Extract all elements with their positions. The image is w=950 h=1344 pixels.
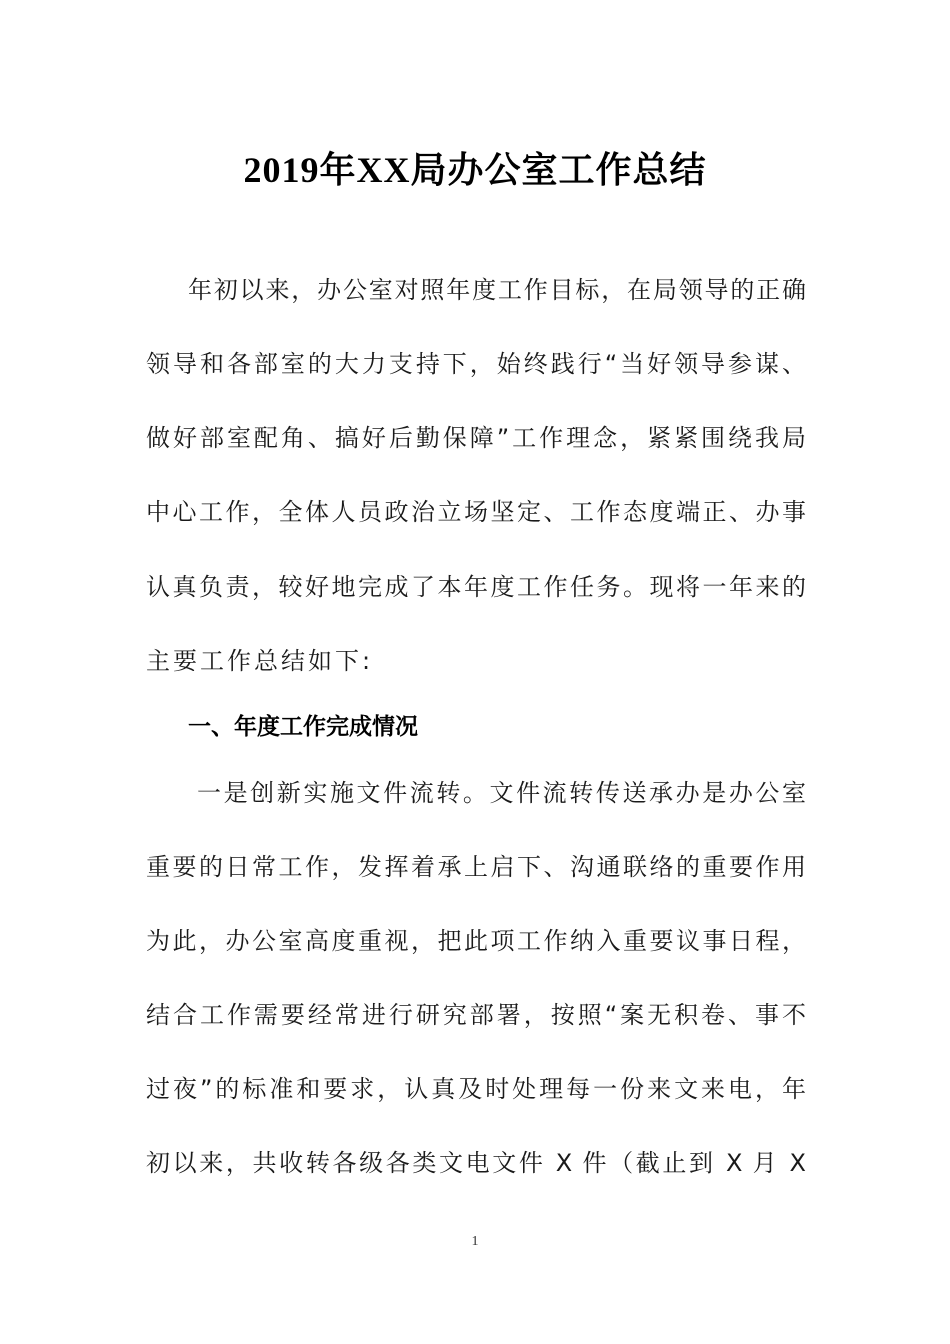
paragraph-line: 中心工作，全体人员政治立场坚定、工作态度端正、办事 (146, 498, 806, 526)
paragraph-line: 认真负责，较好地完成了本年度工作任务。现将一年来的 (146, 573, 806, 601)
document-title: 2019年XX局办公室工作总结 (243, 150, 707, 190)
page-number: 1 (471, 1234, 479, 1249)
section-heading: 一、年度工作完成情况 (188, 714, 418, 740)
paragraph-line: 年初以来，办公室对照年度工作目标，在局领导的正确 (188, 276, 806, 304)
paragraph-line: 结合工作需要经常进行研究部署，按照“案无积卷、事不 (146, 1001, 806, 1029)
paragraph-line: 重要的日常工作，发挥着承上启下、沟通联络的重要作用 (146, 853, 806, 881)
paragraph-line: 领导和各部室的大力支持下，始终践行“当好领导参谋、 (146, 350, 806, 378)
paragraph-line: 初以来，共收转各级各类文电文件 X 件（截止到 X 月 X (146, 1149, 806, 1177)
paragraph-line: 主要工作总结如下: (146, 647, 374, 675)
paragraph-line: 为此，办公室高度重视，把此项工作纳入重要议事日程， (146, 927, 806, 955)
paragraph-line: 一是创新实施文件流转。文件流转传送承办是办公室 (197, 779, 806, 807)
paragraph-line: 做好部室配角、搞好后勤保障”工作理念，紧紧围绕我局 (146, 424, 806, 452)
paragraph-line: 过夜”的标准和要求，认真及时处理每一份来文来电，年 (146, 1075, 806, 1103)
